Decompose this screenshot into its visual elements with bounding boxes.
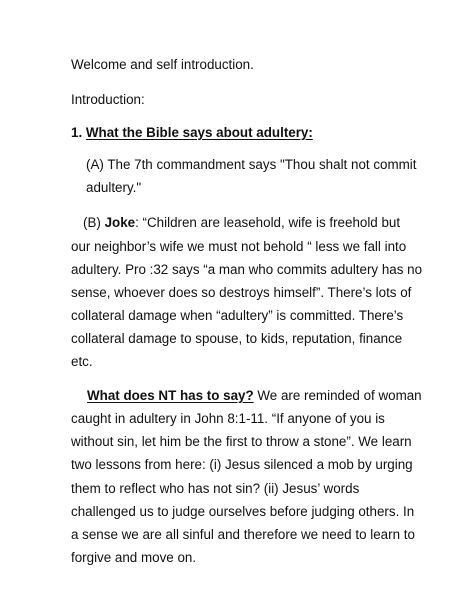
nt-section-line-5: them to reflect who has not sin? (ii) Jesus’ words: [71, 481, 360, 496]
point-b-line-5: collateral damage when “adultery” is committed. There’s: [71, 308, 404, 323]
section-1-title: What the Bible says about adultery:: [85, 125, 313, 140]
point-b-line-3: adultery. Pro :32 says “a man who commits adultery has no: [71, 262, 423, 277]
point-b-line-4: sense, whoever does so destroys himself”. There’s lots of: [71, 285, 412, 300]
point-b-line-7: etc.: [71, 354, 93, 369]
nt-section-line-8: forgive and move on.: [71, 550, 197, 565]
point-b-prefix: (B): [83, 215, 105, 230]
point-a-line-1: (A) The 7th commandment says "Thou shalt not commit: [86, 157, 417, 172]
point-b-line-6: collateral damage to spouse, to kids, reputation, finance: [71, 331, 403, 346]
section-1-number: 1.: [71, 125, 83, 140]
nt-section-line-6: challenged us to judge ourselves before judging others. In: [71, 504, 415, 519]
nt-section-line-7: a sense we are all sinful and therefore we need to learn to: [71, 527, 415, 542]
introduction-heading: Introduction:: [71, 92, 145, 107]
welcome-line: Welcome and self introduction.: [71, 57, 254, 72]
nt-section-line-3: without sin, let him be the first to throw a stone”. We learn: [71, 434, 412, 449]
nt-section-line-4: two lessons from here: (i) Jesus silenced a mob by urging: [71, 457, 413, 472]
section-1-heading: [71, 124, 313, 141]
point-b-line-2: our neighbor’s wife we must not behold “ less we fall into: [71, 239, 407, 254]
point-b-line-1-text: : “Children are leasehold, wife is freehold but: [135, 215, 401, 230]
point-a-line-2: adultery.": [86, 180, 142, 195]
nt-section-line-1-text: We are reminded of woman: [253, 388, 422, 403]
point-b-line-1: [83, 214, 400, 231]
nt-section-heading: What does NT has to say?: [87, 388, 254, 403]
point-b-joke-label: Joke: [104, 215, 136, 230]
nt-section-line-2: caught in adultery in John 8:1-11. “If anyone of you is: [71, 411, 385, 426]
nt-section-line-1: [87, 387, 422, 404]
